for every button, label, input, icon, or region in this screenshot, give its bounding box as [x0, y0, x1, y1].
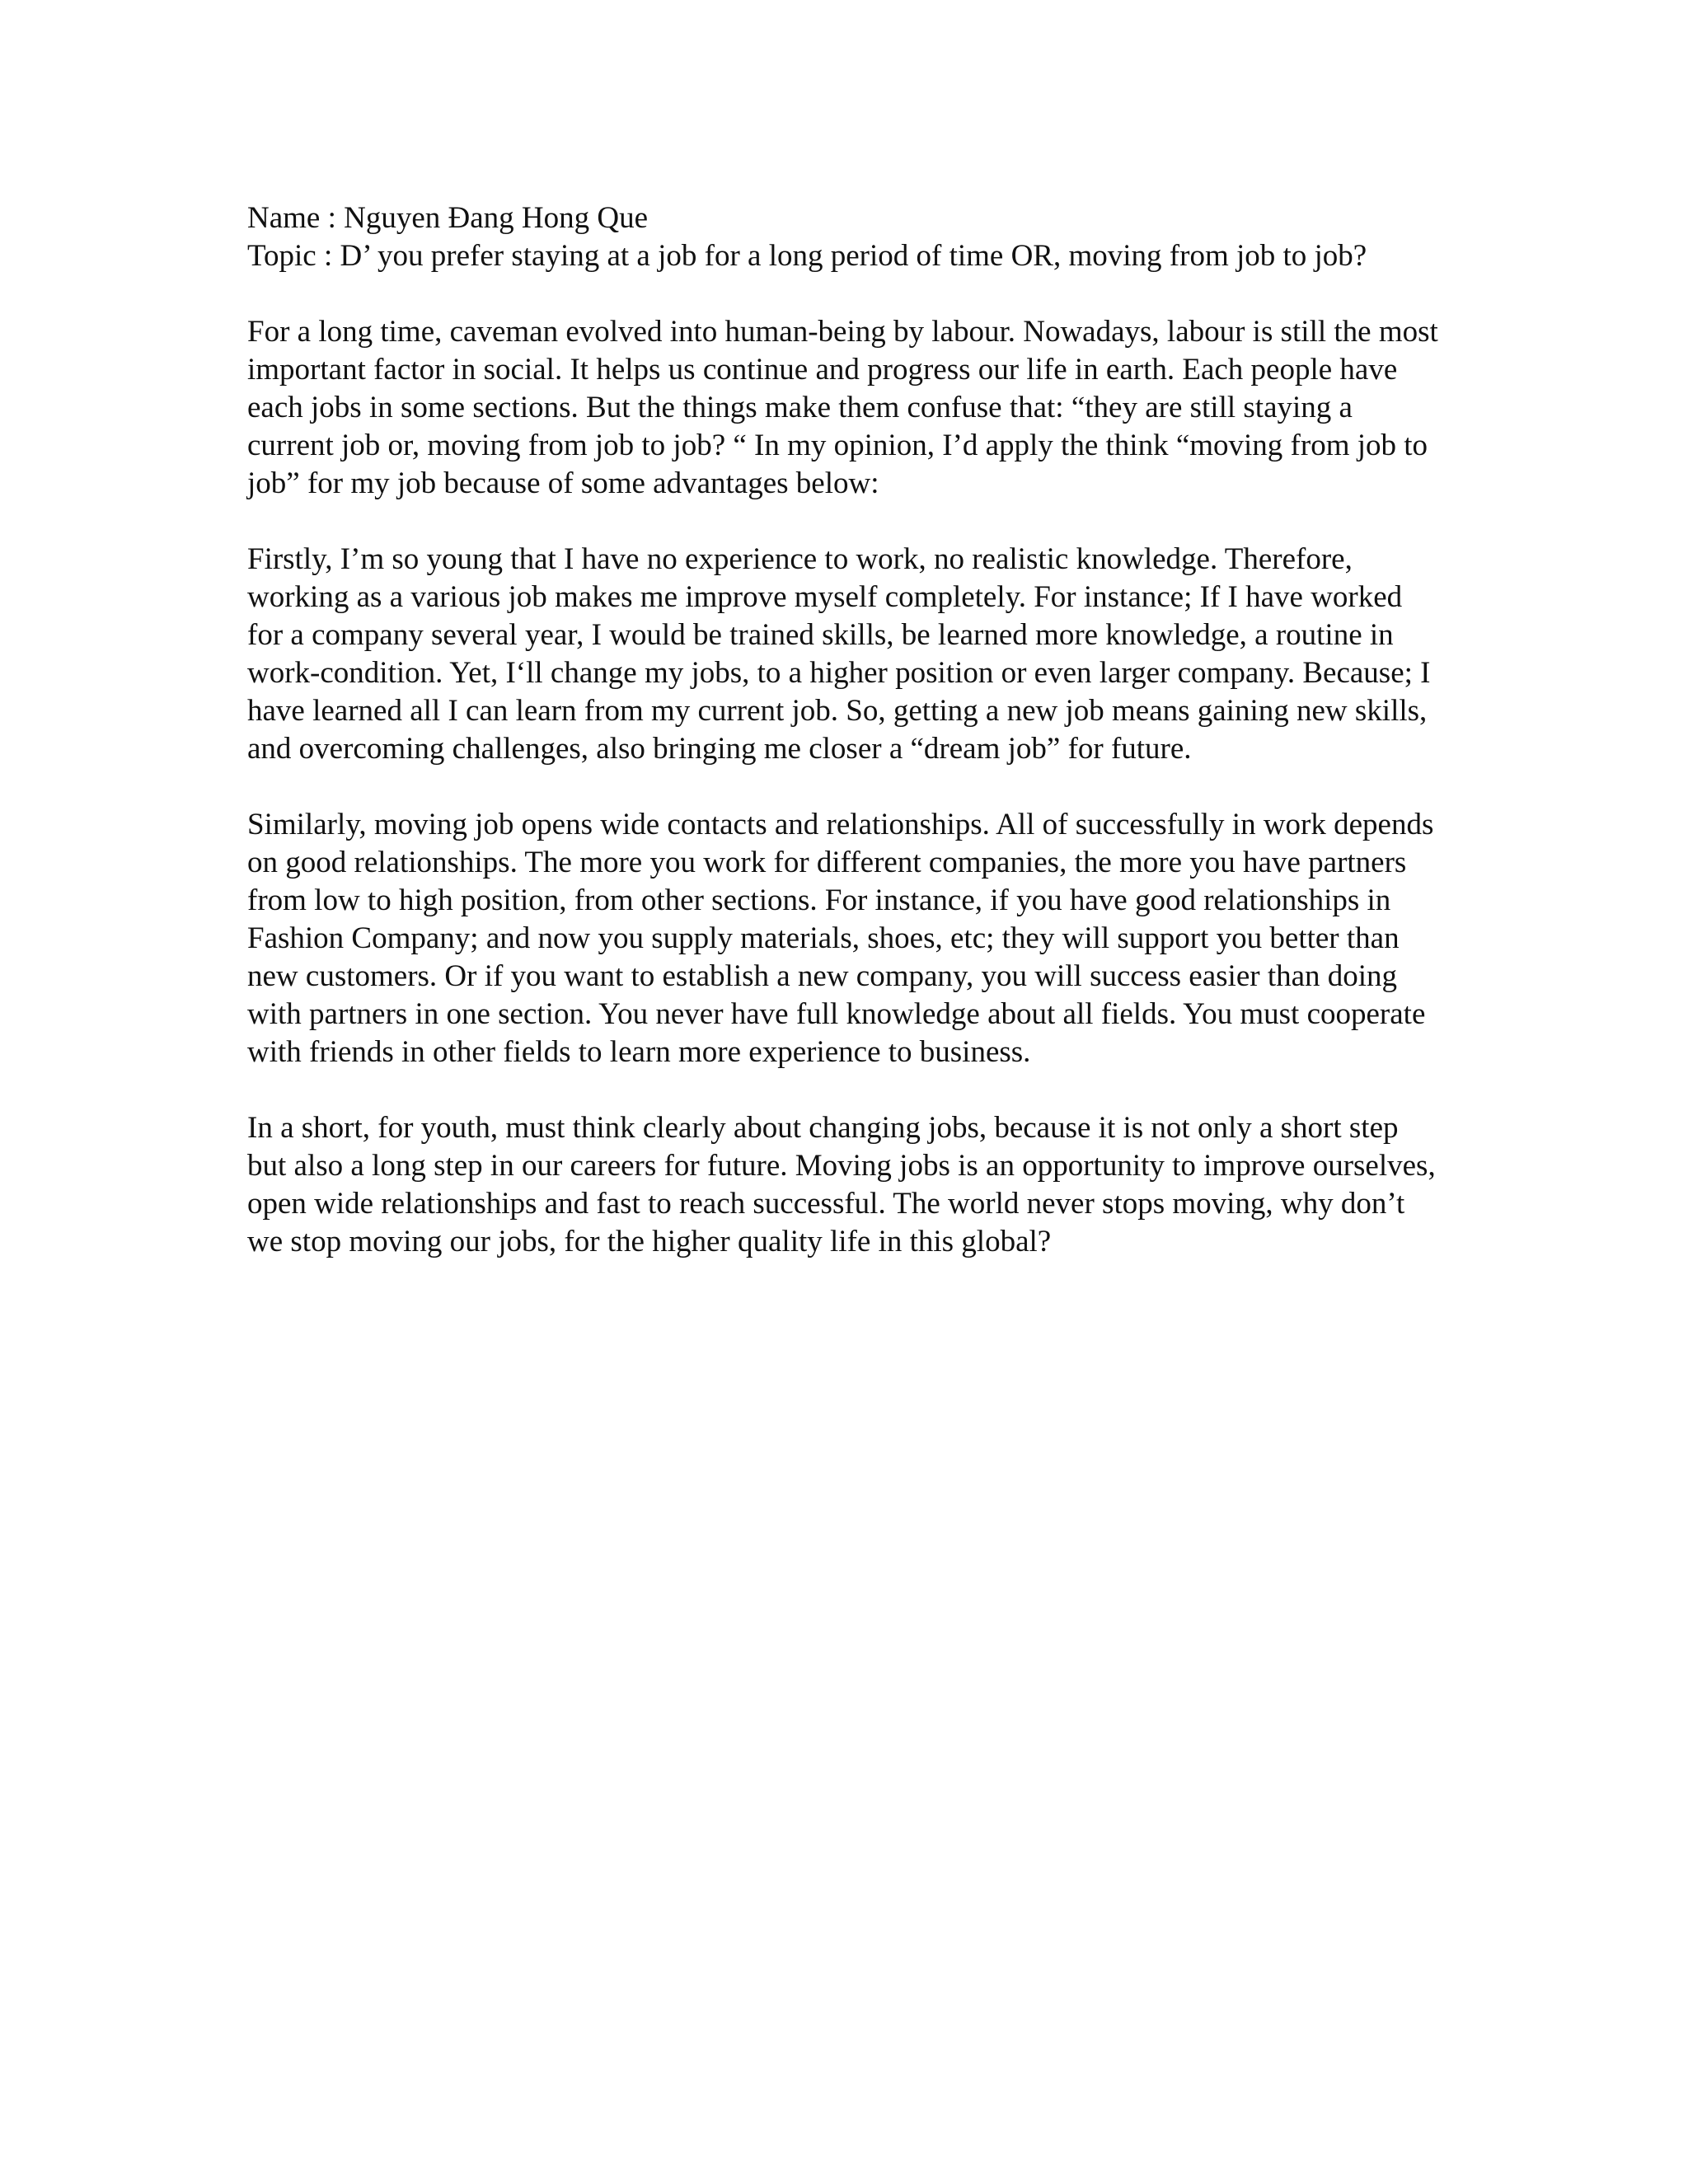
- topic-line: Topic : D’ you prefer staying at a job for a long period of time OR, moving from job to job?: [247, 239, 1367, 273]
- paragraph-firstly: Firstly, I’m so young that I have no experience to work, no realistic knowledge. Therefore, working as a various job makes me improve myself completely. For instance; If I have worked for a company several year, I would be trained skills, be learned more knowledge, a routine in work-condition. Yet, I‘ll change my jobs, to a higher position or even larger company. Because; I have learned all I can learn from my current job. So, getting a new job means gaining new skills, and overcoming challenges, also bringing me closer a “dream job” for future.: [247, 542, 1431, 766]
- paragraph-intro: For a long time, caveman evolved into human-being by labour. Nowadays, labour is still the most important factor in social. It helps us continue and progress our life in earth. Each people have each jobs in some sections. But the things make them confuse that: “they are still staying a current job or, moving from job to job? “ In my opinion, I’d apply the think “moving from job to job” for my job because of some advantages below:: [247, 315, 1438, 500]
- document-header: [247, 199, 1442, 275]
- paragraph-similarly: Similarly, moving job opens wide contacts and relationships. All of successfully in work depends on good relationships. The more you work for different companies, the more you have partners from low to high position, from other sections. For instance, if you have good relationships in Fashion Company; and now you supply materials, shoes, etc; they will support you better than new customers. Or if you want to establish a new company, you will success easier than doing with partners in one section. You never have full knowledge about all fields. You must cooperate with friends in other fields to learn more experience to business.: [247, 808, 1434, 1069]
- paragraph-conclusion: In a short, for youth, must think clearly about changing jobs, because it is not only a short step but also a long step in our careers for future. Moving jobs is an opportunity to improve ourselves, open wide relationships and fast to reach successful. The world never stops moving, why don’t we stop moving our jobs, for the higher quality life in this global?: [247, 1111, 1436, 1258]
- name-line: Name : Nguyen Đang Hong Que: [247, 201, 649, 235]
- document-body: [247, 199, 1442, 1261]
